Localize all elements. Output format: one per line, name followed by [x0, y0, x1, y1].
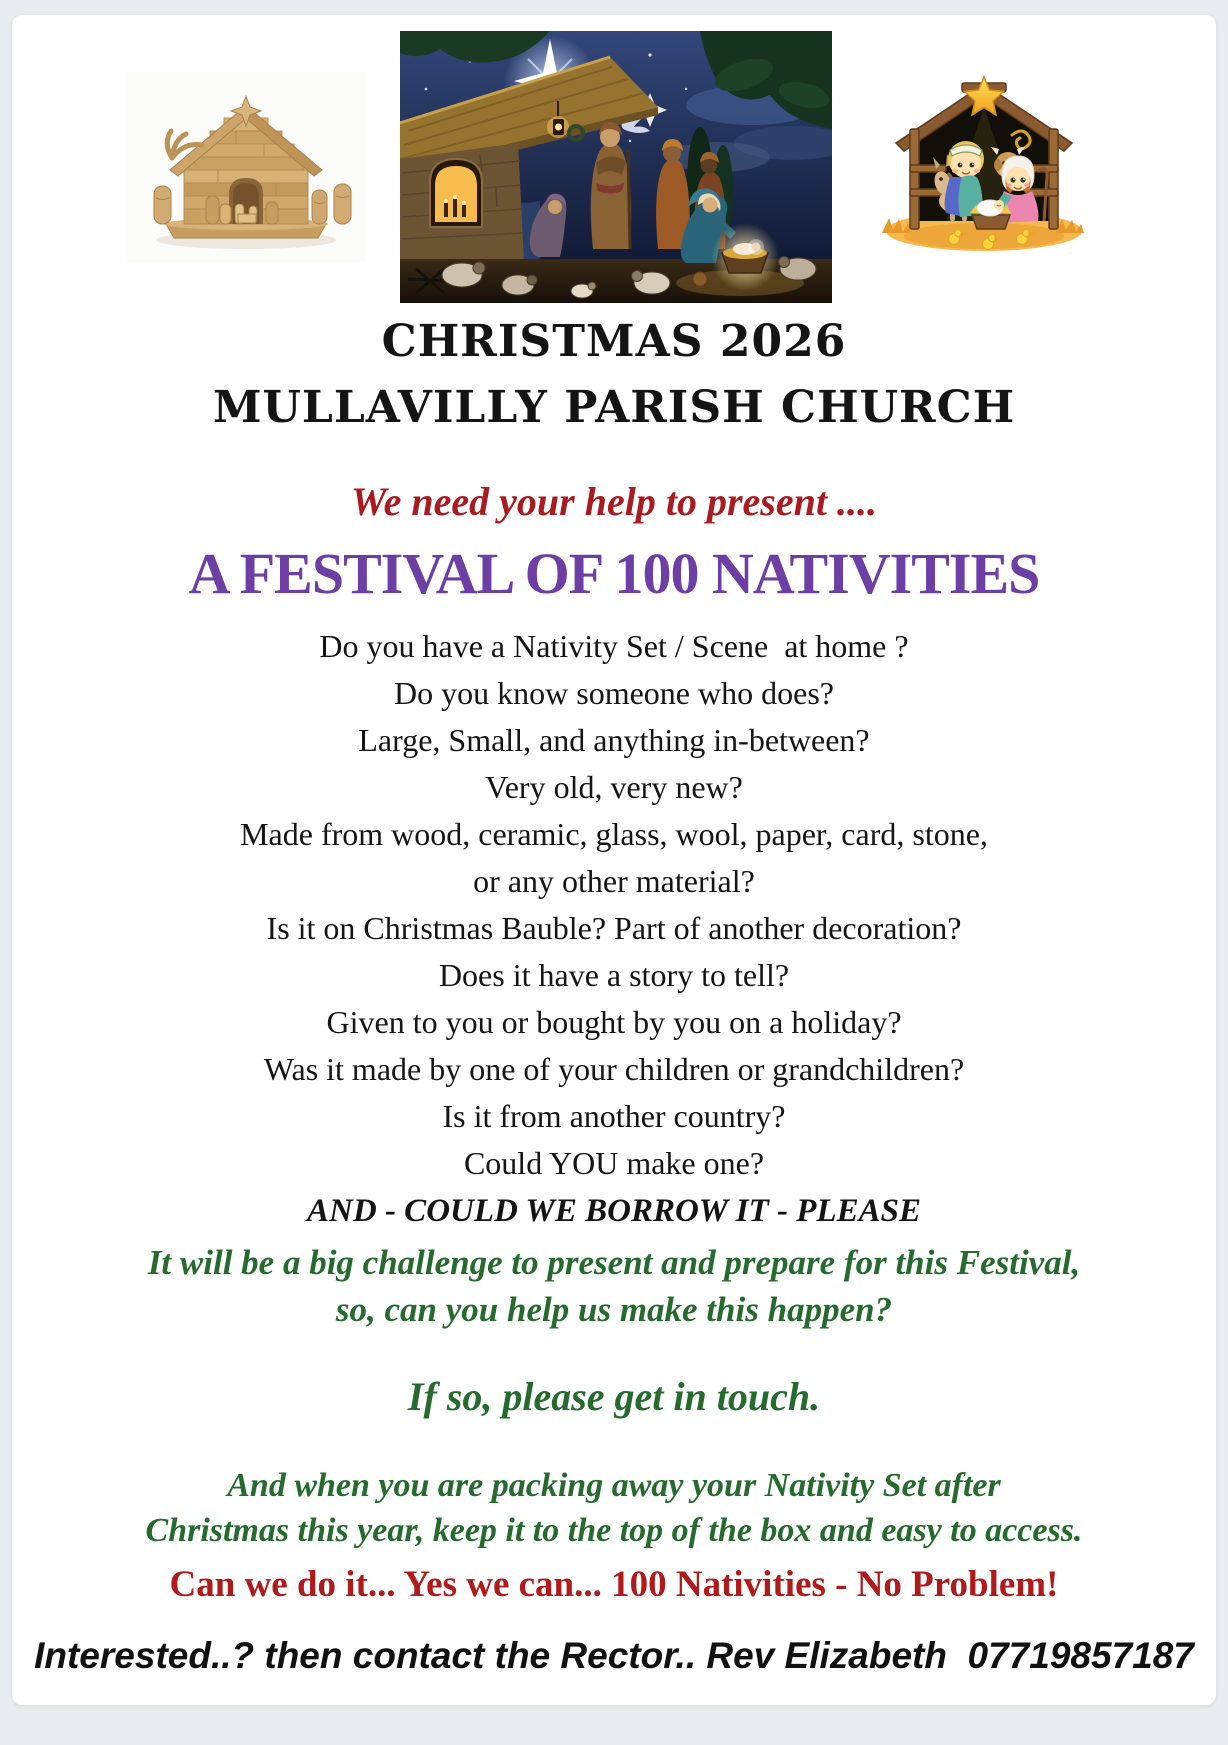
cartoon-nativity-image [866, 73, 1102, 261]
question-line: Could YOU make one? [463, 1145, 765, 1181]
packing-advice-text [12, 1463, 1216, 1553]
question-line: Large, Small, and anything in-between? [358, 722, 870, 758]
question-line: Do you have a Nativity Set / Scene at home ? [319, 628, 909, 664]
question-line: Given to you or bought by you on a holiday? [326, 1004, 902, 1040]
title-line-1: CHRISTMAS 2026 [381, 316, 847, 367]
get-in-touch-text: If so, please get in touch. [407, 1374, 821, 1419]
question-line: Was it made by one of your children or grandchildren? [263, 1051, 965, 1087]
challenge-line-1: It will be a big challenge to present and prepare for this Festival, [147, 1243, 1081, 1282]
question-line: Is it from another country? [442, 1098, 786, 1134]
question-line: Do you know someone who does? [394, 675, 834, 711]
challenge-text [12, 1239, 1216, 1333]
wooden-nativity-illustration [126, 72, 366, 262]
intro-text: We need your help to present .... [351, 479, 877, 524]
cartoon-nativity-illustration [866, 73, 1102, 261]
title-line-2: MULLAVILLY PARISH CHURCH [212, 382, 1016, 433]
painted-nativity-image [400, 31, 832, 303]
question-line: Made from wood, ceramic, glass, wool, paper, card, stone, [240, 816, 988, 852]
question-line: or any other material? [473, 863, 755, 899]
challenge-line-2: so, can you help us make this happen? [335, 1290, 893, 1329]
packing-line-2: Christmas this year, keep it to the top of the box and easy to access. [145, 1512, 1083, 1549]
painted-nativity-illustration [400, 31, 832, 303]
question-line: Does it have a story to tell? [438, 957, 790, 993]
question-line: Very old, very new? [485, 769, 743, 805]
slogan-text: Can we do it... Yes we can... 100 Nativities - No Problem! [169, 1564, 1059, 1605]
wooden-nativity-image [126, 72, 366, 262]
contact-text: Interested..? then contact the Rector.. Rev Elizabeth 07719857187 [34, 1635, 1194, 1676]
question-line: Is it on Christmas Bauble? Part of another decoration? [266, 910, 962, 946]
packing-line-1: And when you are packing away your Nativity Set after [227, 1467, 1001, 1504]
question-list [12, 623, 1216, 1187]
hero-image-row [12, 15, 1216, 303]
flyer-title [12, 309, 1216, 441]
flyer-page [12, 15, 1216, 1705]
festival-headline: A FESTIVAL OF 100 NATIVITIES [188, 541, 1040, 606]
manger-baby [711, 223, 779, 291]
borrow-request-text: AND - COULD WE BORROW IT - PLEASE [307, 1193, 921, 1229]
